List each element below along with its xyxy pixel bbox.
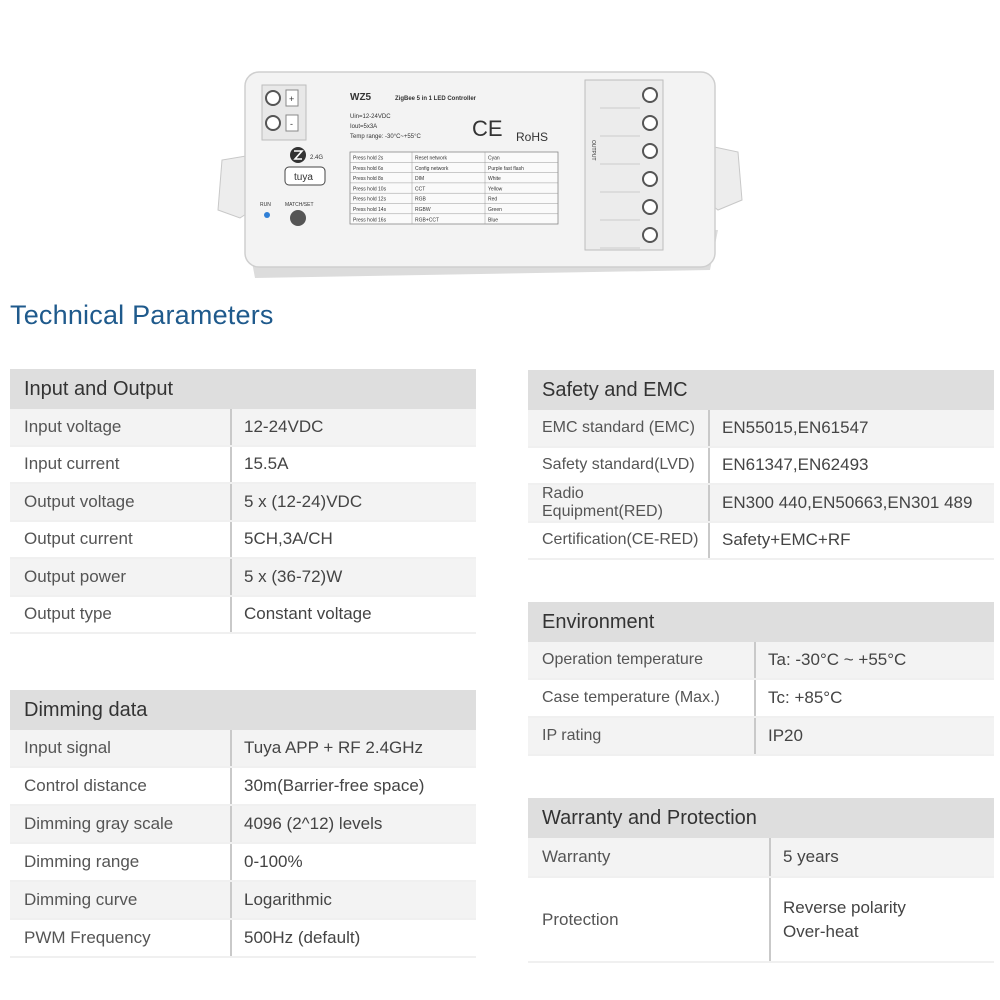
row-label: EMC standard (EMC)	[528, 410, 710, 446]
mode-table-cell: Press hold 16s	[353, 217, 387, 224]
value-line: Reverse polarity	[783, 897, 906, 917]
row-label: Input voltage	[10, 409, 232, 445]
row-label: PWM Frequency	[10, 920, 232, 956]
row-value: Tc: +85°C	[768, 688, 843, 707]
mode-table-cell: Press hold 8s	[353, 176, 384, 183]
row-label: IP rating	[528, 718, 756, 754]
table-row	[528, 878, 994, 963]
table-row	[10, 844, 476, 882]
row-value	[771, 878, 906, 961]
dimming-data-table	[10, 690, 476, 958]
output-label: OUTPUT	[590, 140, 596, 161]
row-label: Dimming range	[10, 844, 232, 880]
table-row	[10, 484, 476, 522]
ce-mark: CE	[472, 116, 503, 141]
row-value: EN300 440,EN50663,EN301 489	[722, 492, 973, 512]
rohs-mark: RoHS	[516, 130, 549, 144]
mode-table-cell: Purple fast flash	[488, 165, 524, 172]
row-label: Control distance	[10, 768, 232, 804]
row-label: Input current	[10, 447, 232, 483]
table-row	[528, 410, 994, 448]
mode-table-cell: RGBW	[415, 207, 431, 213]
output-terminal-block	[585, 80, 663, 250]
table-row	[10, 409, 476, 447]
svg-text:-: -	[290, 119, 293, 129]
freq-mark: 2.4G	[310, 155, 324, 161]
mode-table-cell: Config network	[415, 165, 449, 172]
row-value: 12-24VDC	[244, 416, 324, 436]
mode-table-cell: Press hold 6s	[353, 165, 384, 172]
row-value: 500Hz (default)	[244, 928, 361, 947]
table-header: Safety and EMC	[528, 370, 994, 410]
table-row	[10, 806, 476, 844]
tuya-brand: tuya	[294, 172, 313, 183]
row-value: 4096 (2^12) levels	[244, 814, 383, 833]
row-value: EN55015,EN61547	[722, 417, 869, 437]
row-label: Case temperature (Max.)	[528, 680, 756, 716]
row-label: Output type	[10, 597, 232, 633]
device-spec-2: Iout=5x3A	[350, 124, 378, 130]
value-line: Over-heat	[783, 921, 859, 941]
row-value: Tuya APP + RF 2.4GHz	[244, 738, 424, 757]
row-label: Output power	[10, 559, 232, 595]
mode-table-cell: Green	[488, 207, 502, 213]
mode-table-cell: RGB	[415, 196, 426, 203]
row-label: Protection	[528, 878, 771, 961]
row-label: Warranty	[528, 838, 771, 876]
row-value: EN61347,EN62493	[722, 455, 869, 475]
mode-table-cell: Yellow	[488, 186, 503, 193]
row-label: Safety standard(LVD)	[528, 448, 710, 484]
mode-table-cell: Red	[488, 196, 498, 203]
mode-table-cell: Cyan	[488, 155, 500, 162]
row-value: 5 x (36-72)W	[244, 566, 343, 586]
svg-text:+: +	[289, 94, 295, 104]
table-row	[528, 448, 994, 486]
row-value: 15.5A	[244, 454, 289, 474]
row-value: 5 x (12-24)VDC	[244, 491, 363, 511]
row-value: 30m(Barrier-free space)	[244, 776, 425, 795]
mode-table-cell: Blue	[488, 217, 499, 224]
device-spec-3: Temp range: -30°C~+55°C	[350, 134, 421, 140]
row-label: Dimming curve	[10, 882, 232, 918]
table-row	[10, 882, 476, 920]
table-row	[528, 485, 994, 523]
table-row	[10, 447, 476, 485]
row-value: 5CH,3A/CH	[244, 529, 333, 549]
table-row	[528, 642, 994, 680]
row-label: Certification(CE-RED)	[528, 523, 710, 559]
row-value: 5 years	[783, 847, 839, 866]
mode-table-cell: Press hold 10s	[353, 186, 387, 193]
mode-table-cell: DIM	[415, 176, 425, 183]
table-row	[528, 523, 994, 561]
page-title: Technical Parameters	[10, 300, 274, 330]
environment-table	[528, 602, 994, 756]
row-value: Safety+EMC+RF	[722, 530, 851, 550]
table-row	[10, 768, 476, 806]
terminal-screw	[643, 88, 657, 102]
run-led	[264, 212, 270, 218]
row-label: Output current	[10, 522, 232, 558]
device-mode-table	[350, 152, 558, 224]
mode-table-cell: Press hold 2s	[353, 155, 384, 162]
row-value: IP20	[768, 726, 803, 745]
row-label: Input signal	[10, 730, 232, 766]
row-value: Ta: -30°C ~ +55°C	[768, 650, 907, 669]
product-image	[210, 60, 750, 290]
row-label: Dimming gray scale	[10, 806, 232, 842]
table-row	[528, 718, 994, 756]
mode-table-cell: White	[488, 176, 501, 183]
table-row	[528, 838, 994, 878]
terminal-screw	[643, 172, 657, 186]
table-row	[10, 597, 476, 635]
terminal-screw	[643, 200, 657, 214]
match-set-button[interactable]	[290, 210, 306, 226]
device-spec-1: Uin=12-24VDC	[350, 114, 391, 120]
table-header: Environment	[528, 602, 994, 642]
zigbee-logo	[290, 147, 306, 163]
terminal-screw	[643, 228, 657, 242]
table-row	[10, 730, 476, 768]
table-row	[10, 522, 476, 560]
device-model: WZ5	[350, 92, 372, 103]
table-row	[10, 559, 476, 597]
safety-emc-table	[528, 370, 994, 560]
table-header: Dimming data	[10, 690, 476, 730]
terminal-screw	[643, 144, 657, 158]
row-label: Operation temperature	[528, 642, 756, 678]
row-value: Constant voltage	[244, 604, 372, 624]
mode-table-cell: Reset network	[415, 155, 447, 162]
row-value: Logarithmic	[244, 890, 332, 909]
table-row	[10, 920, 476, 958]
table-header: Input and Output	[10, 369, 476, 409]
table-header: Warranty and Protection	[528, 798, 994, 838]
mode-table-cell: RGB+CCT	[415, 217, 440, 224]
mode-table-cell: Press hold 14s	[353, 207, 387, 213]
table-row	[528, 680, 994, 718]
mode-table-cell: CCT	[415, 186, 426, 193]
device-product-name: ZigBee 5 in 1 LED Controller	[395, 96, 477, 102]
row-label: Output voltage	[10, 484, 232, 520]
mode-table-cell: Press hold 12s	[353, 196, 387, 203]
run-label: RUN	[260, 202, 271, 208]
input-terminal-block	[262, 85, 306, 140]
warranty-protection-table	[528, 798, 994, 963]
row-value: 0-100%	[244, 852, 303, 871]
terminal-screw	[643, 116, 657, 130]
match-label: MATCH/SET	[285, 202, 314, 208]
row-label: Radio Equipment(RED)	[528, 485, 710, 521]
input-output-table	[10, 369, 476, 634]
